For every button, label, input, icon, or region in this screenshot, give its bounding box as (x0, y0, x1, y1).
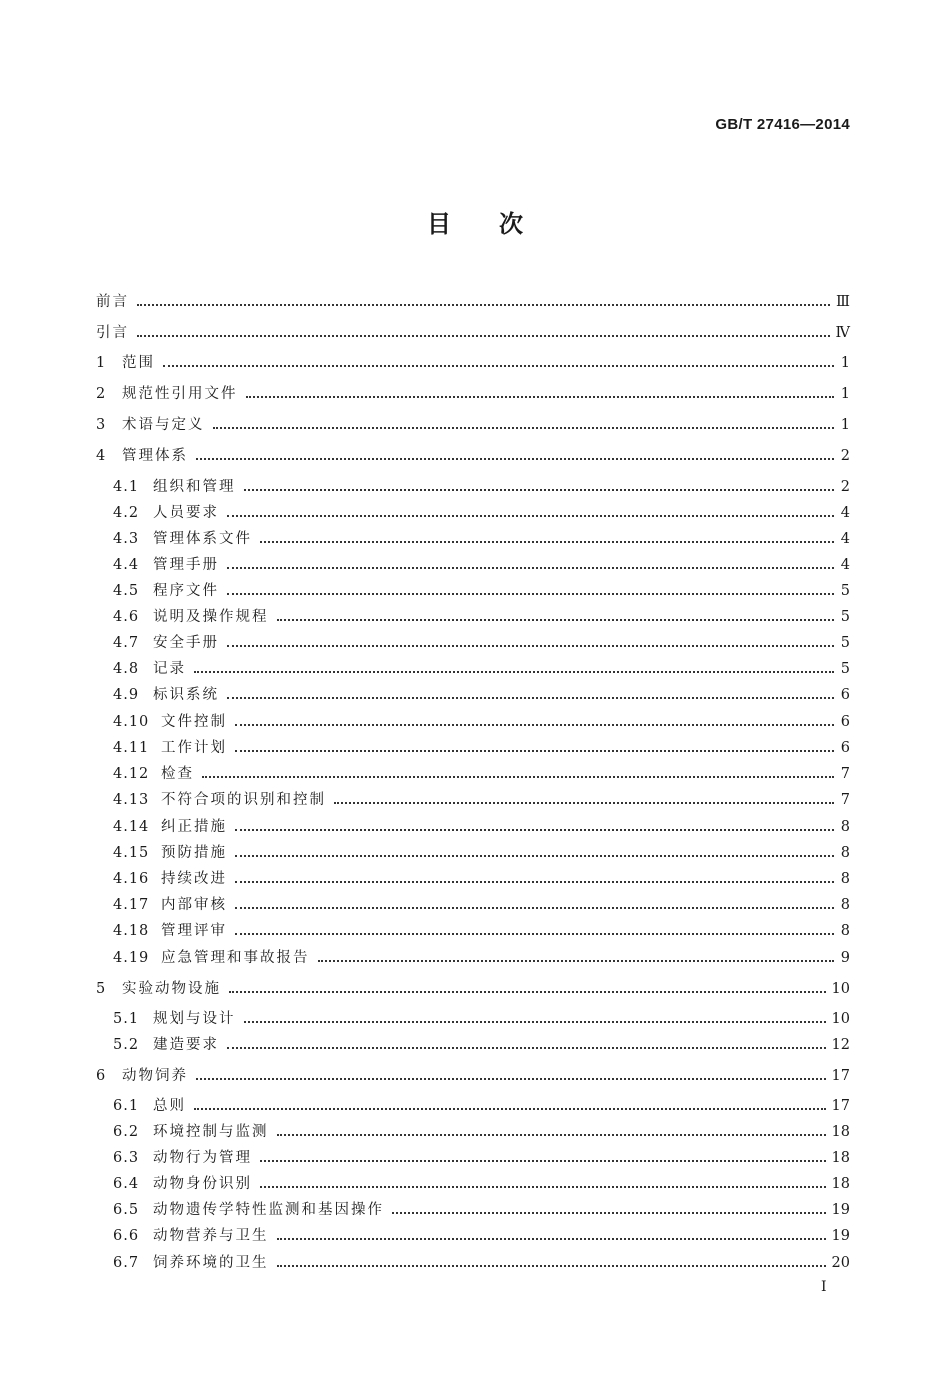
toc-entry-number: 6.6 (113, 1228, 140, 1244)
toc-entry[interactable] (96, 415, 850, 435)
toc-entry[interactable] (113, 948, 850, 968)
toc-entry[interactable] (113, 1200, 850, 1220)
toc-entry-page: 8 (840, 819, 850, 835)
toc-dot-leader (235, 881, 834, 883)
toc-entry-number: 4.11 (113, 740, 150, 756)
toc-entry-page: 1 (840, 386, 850, 402)
toc-entry-page: 6 (840, 687, 850, 703)
toc-dot-leader (235, 907, 834, 909)
toc-entry-number: 6.2 (113, 1124, 140, 1140)
toc-entry-number: 4.5 (113, 583, 140, 599)
toc-entry[interactable] (113, 607, 850, 627)
toc-entry-number: 6.5 (113, 1202, 140, 1218)
toc-dot-leader (244, 489, 835, 491)
toc-entry-label: 管理体系文件 (153, 531, 252, 547)
toc-entry-label: 人员要求 (153, 505, 219, 521)
toc-entry-page: 8 (840, 871, 850, 887)
toc-entry-page: 2 (840, 448, 850, 464)
toc-entry-number: 4.7 (113, 635, 140, 651)
toc-entry-number: 4.6 (113, 609, 140, 625)
toc-entry-page: 5 (840, 583, 850, 599)
toc-entry-number: 5.1 (113, 1011, 140, 1027)
toc-entry-page: 10 (831, 1011, 850, 1027)
toc-entry-number: 4.13 (113, 792, 150, 808)
toc-entry-label: 管理体系 (122, 448, 188, 464)
page-number: I (821, 1279, 827, 1295)
toc-entry-label: 内部审核 (161, 897, 227, 913)
toc-entry-number: 6.1 (113, 1098, 140, 1114)
toc-dot-leader (260, 541, 834, 543)
toc-entry[interactable] (113, 1035, 850, 1055)
toc-entry-page: 4 (840, 505, 850, 521)
toc-entry-number: 1 (96, 355, 107, 371)
toc-entry-label: 前言 (96, 294, 129, 310)
toc-entry[interactable] (96, 979, 850, 999)
toc-entry-page: 17 (831, 1098, 850, 1114)
toc-dot-leader (334, 802, 834, 804)
toc-entry[interactable] (96, 384, 850, 404)
toc-entry[interactable] (113, 843, 850, 863)
toc-dot-leader (202, 776, 834, 778)
toc-dot-leader (392, 1212, 826, 1214)
toc-entry-label: 组织和管理 (153, 479, 236, 495)
toc-entry-page: 1 (840, 417, 850, 433)
toc-entry-label: 检查 (161, 766, 194, 782)
toc-dot-leader (227, 593, 834, 595)
toc-entry-number: 5 (96, 981, 107, 997)
toc-entry[interactable] (113, 477, 850, 497)
toc-entry[interactable] (113, 581, 850, 601)
toc-dot-leader (246, 396, 835, 398)
toc-entry-label: 实验动物设施 (122, 981, 221, 997)
toc-dot-leader (277, 1265, 826, 1267)
toc-entry-number: 4 (96, 448, 107, 464)
toc-entry[interactable] (96, 323, 850, 343)
toc-entry[interactable] (113, 1096, 850, 1116)
toc-entry-page: 19 (831, 1202, 850, 1218)
toc-dot-leader (277, 1134, 826, 1136)
toc-entry-label: 总则 (153, 1098, 186, 1114)
toc-entry-number: 4.19 (113, 950, 150, 966)
toc-dot-leader (244, 1021, 826, 1023)
toc-entry-number: 4.2 (113, 505, 140, 521)
toc-dot-leader (235, 855, 834, 857)
toc-entry-label: 说明及操作规程 (153, 609, 269, 625)
toc-entry-number: 4.1 (113, 479, 140, 495)
toc-entry-label: 术语与定义 (122, 417, 205, 433)
toc-entry-label: 标识系统 (153, 687, 219, 703)
toc-entry-number: 4.9 (113, 687, 140, 703)
toc-entry-label: 饲养环境的卫生 (153, 1255, 269, 1271)
toc-entry-number: 4.16 (113, 871, 150, 887)
toc-entry-page: 4 (840, 557, 850, 573)
toc-entry-label: 动物遗传学特性监测和基因操作 (153, 1202, 384, 1218)
toc-dot-leader (227, 567, 834, 569)
toc-entry-label: 程序文件 (153, 583, 219, 599)
toc-entry-number: 3 (96, 417, 107, 433)
toc-entry-number: 4.18 (113, 923, 150, 939)
toc-entry-page: 8 (840, 897, 850, 913)
toc-entry-label: 动物行为管理 (153, 1150, 252, 1166)
toc-entry[interactable] (96, 1066, 850, 1086)
toc-entry[interactable] (113, 633, 850, 653)
toc-entry-label: 建造要求 (153, 1037, 219, 1053)
toc-dot-leader (163, 365, 834, 367)
toc-entry-page: 8 (840, 845, 850, 861)
toc-entry-number: 6.3 (113, 1150, 140, 1166)
toc-entry[interactable] (113, 659, 850, 679)
toc-entry[interactable] (113, 738, 850, 758)
toc-dot-leader (229, 991, 826, 993)
toc-entry-page: 18 (831, 1176, 850, 1192)
toc-entry[interactable] (113, 1148, 850, 1168)
toc-entry-page: 1 (840, 355, 850, 371)
toc-dot-leader (194, 1108, 826, 1110)
toc-entry-page: 5 (840, 635, 850, 651)
toc-entry-label: 应急管理和事故报告 (161, 950, 310, 966)
toc-dot-leader (277, 1238, 826, 1240)
toc-entry[interactable] (113, 817, 850, 837)
toc-entry-number: 4.12 (113, 766, 150, 782)
toc-dot-leader (227, 515, 834, 517)
toc-entry-label: 规划与设计 (153, 1011, 236, 1027)
toc-dot-leader (227, 697, 834, 699)
toc-entry[interactable] (96, 446, 850, 466)
toc-entry[interactable] (113, 712, 850, 732)
toc-entry-page: Ⅲ (836, 294, 850, 310)
toc-dot-leader (260, 1160, 826, 1162)
toc-entry-label: 持续改进 (161, 871, 227, 887)
toc-entry-number: 2 (96, 386, 107, 402)
toc-entry[interactable] (113, 790, 850, 810)
toc-entry-page: 18 (831, 1124, 850, 1140)
toc-entry[interactable] (113, 1226, 850, 1246)
toc-entry-label: 动物饲养 (122, 1068, 188, 1084)
toc-dot-leader (137, 304, 830, 306)
toc-entry-page: 20 (831, 1255, 850, 1271)
toc-entry-number: 5.2 (113, 1037, 140, 1053)
toc-dot-leader (235, 933, 834, 935)
toc-dot-leader (137, 335, 830, 337)
toc-entry-page: 9 (840, 950, 850, 966)
toc-entry-label: 管理评审 (161, 923, 227, 939)
toc-title: 目次 (427, 210, 571, 238)
toc-dot-leader (196, 458, 834, 460)
toc-entry-page: 6 (840, 714, 850, 730)
toc-dot-leader (318, 960, 835, 962)
toc-entry-number: 6.4 (113, 1176, 140, 1192)
toc-entry-label: 管理手册 (153, 557, 219, 573)
toc-entry[interactable] (96, 353, 850, 373)
toc-entry-label: 纠正措施 (161, 819, 227, 835)
toc-dot-leader (260, 1186, 826, 1188)
toc-dot-leader (235, 750, 834, 752)
toc-entry[interactable] (113, 555, 850, 575)
toc-entry-number: 4.17 (113, 897, 150, 913)
toc-dot-leader (277, 619, 835, 621)
toc-entry-page: 4 (840, 531, 850, 547)
toc-entry-label: 引言 (96, 325, 129, 341)
toc-dot-leader (235, 829, 834, 831)
toc-entry[interactable] (96, 292, 850, 312)
toc-dot-leader (194, 671, 834, 673)
standard-code: GB/T 27416—2014 (715, 116, 850, 133)
toc-entry[interactable] (113, 1174, 850, 1194)
toc-entry-label: 动物营养与卫生 (153, 1228, 269, 1244)
toc-entry-label: 不符合项的识别和控制 (161, 792, 326, 808)
toc-entry-label: 安全手册 (153, 635, 219, 651)
toc-entry-page: 8 (840, 923, 850, 939)
toc-entry-label: 动物身份识别 (153, 1176, 252, 1192)
toc-entry-number: 6 (96, 1068, 107, 1084)
toc-entry[interactable] (113, 529, 850, 549)
toc-entry[interactable] (113, 1009, 850, 1029)
toc-entry-page: 7 (840, 766, 850, 782)
toc-entry-label: 环境控制与监测 (153, 1124, 269, 1140)
toc-entry-number: 6.7 (113, 1255, 140, 1271)
toc-entry-label: 规范性引用文件 (122, 386, 238, 402)
toc-entry-number: 4.8 (113, 661, 140, 677)
toc-dot-leader (227, 1047, 826, 1049)
toc-entry-page: 12 (831, 1037, 850, 1053)
toc-entry-number: 4.4 (113, 557, 140, 573)
toc-entry-page: 19 (831, 1228, 850, 1244)
toc-dot-leader (196, 1078, 826, 1080)
toc-entry[interactable] (113, 921, 850, 941)
toc-entry[interactable] (113, 685, 850, 705)
toc-entry-page: 7 (840, 792, 850, 808)
toc-entry-label: 工作计划 (161, 740, 227, 756)
toc-entry[interactable] (113, 895, 850, 915)
toc-entry-page: 10 (831, 981, 850, 997)
toc-dot-leader (235, 724, 834, 726)
toc-entry-number: 4.10 (113, 714, 150, 730)
toc-entry-page: 17 (831, 1068, 850, 1084)
toc-entry-page: 18 (831, 1150, 850, 1166)
toc-entry[interactable] (113, 1122, 850, 1142)
toc-entry-label: 范围 (122, 355, 155, 371)
toc-entry[interactable] (113, 1253, 850, 1273)
toc-entry-page: 5 (840, 609, 850, 625)
toc-entry-page: 2 (840, 479, 850, 495)
toc-entry[interactable] (113, 503, 850, 523)
toc-entry-number: 4.14 (113, 819, 150, 835)
toc-entry-number: 4.3 (113, 531, 140, 547)
toc-entry[interactable] (113, 869, 850, 889)
toc-entry-label: 文件控制 (161, 714, 227, 730)
toc-entry-label: 预防措施 (161, 845, 227, 861)
toc-entry-page: 5 (840, 661, 850, 677)
toc-entry-page: 6 (840, 740, 850, 756)
toc-entry-page: Ⅳ (835, 325, 850, 341)
toc-dot-leader (227, 645, 834, 647)
toc-entry-number: 4.15 (113, 845, 150, 861)
toc-dot-leader (213, 427, 835, 429)
toc-entry-label: 记录 (153, 661, 186, 677)
toc-entry[interactable] (113, 764, 850, 784)
